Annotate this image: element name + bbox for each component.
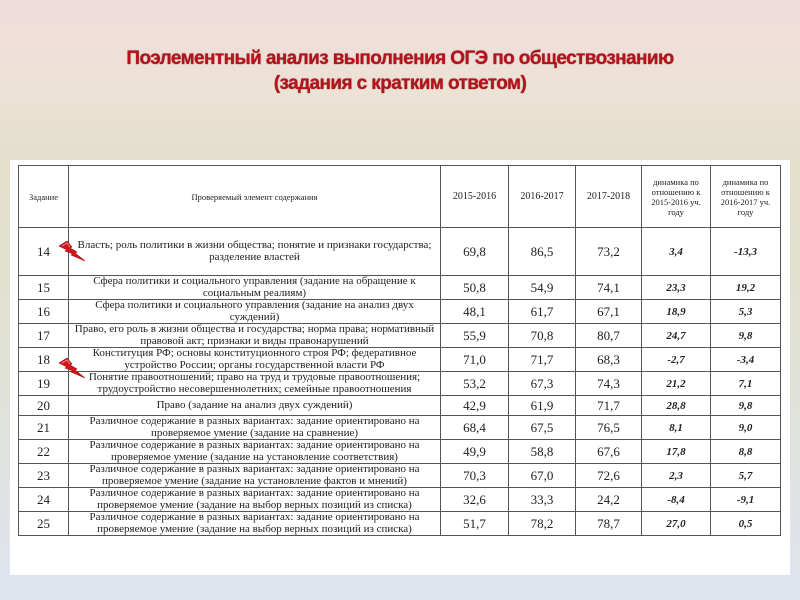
header-2015-2016: 2015-2016	[441, 166, 509, 228]
cell-dynamics-vs-2016: 9,8	[711, 324, 781, 348]
cell-dynamics-vs-2016: -3,4	[711, 348, 781, 372]
cell-dynamics-vs-2016: 5,7	[711, 464, 781, 488]
cell-element: Власть; роль политики в жизни общества; понятие и признаки государства; разделение властей	[69, 228, 441, 276]
slide-title-line2: (задания с кратким ответом)	[273, 73, 527, 94]
cell-dynamics-vs-2016: -13,3	[711, 228, 781, 276]
lightning-bolt-icon	[58, 357, 86, 379]
cell-2016-2017: 67,0	[509, 464, 576, 488]
header-element: Проверяемый элемент содержания	[69, 166, 441, 228]
cell-2017-2018: 78,7	[576, 512, 642, 536]
cell-2016-2017: 71,7	[509, 348, 576, 372]
cell-dynamics-vs-2015: 3,4	[642, 228, 711, 276]
header-2016-2017: 2016-2017	[509, 166, 576, 228]
table-row	[19, 488, 781, 512]
cell-element: Различное содержание в разных вариантах: задание ориентировано на проверяемое умение (задание на установление соответствия)	[69, 440, 441, 464]
cell-2015-2016: 42,9	[441, 396, 509, 416]
cell-2015-2016: 50,8	[441, 276, 509, 300]
cell-dynamics-vs-2015: 2,3	[642, 464, 711, 488]
table-row	[19, 372, 781, 396]
cell-element: Различное содержание в разных вариантах: задание ориентировано на проверяемое умение (задание на установление фактов и мнений)	[69, 464, 441, 488]
cell-2015-2016: 68,4	[441, 416, 509, 440]
cell-2017-2018: 67,1	[576, 300, 642, 324]
cell-dynamics-vs-2015: 17,8	[642, 440, 711, 464]
cell-dynamics-vs-2016: 0,5	[711, 512, 781, 536]
cell-dynamics-vs-2016: -9,1	[711, 488, 781, 512]
cell-task: 20	[19, 396, 69, 416]
lightning-bolt-icon	[58, 240, 86, 262]
cell-task: 24	[19, 488, 69, 512]
cell-task: 15	[19, 276, 69, 300]
cell-element: Сфера политики и социального управления (задание на обращение к социальным реалиям)	[69, 276, 441, 300]
table-row	[19, 416, 781, 440]
table-row	[19, 324, 781, 348]
cell-dynamics-vs-2015: -2,7	[642, 348, 711, 372]
cell-2016-2017: 33,3	[509, 488, 576, 512]
cell-element: Право (задание на анализ двух суждений)	[69, 396, 441, 416]
cell-2017-2018: 71,7	[576, 396, 642, 416]
cell-2015-2016: 69,8	[441, 228, 509, 276]
cell-2017-2018: 74,3	[576, 372, 642, 396]
cell-2016-2017: 67,5	[509, 416, 576, 440]
cell-2017-2018: 74,1	[576, 276, 642, 300]
cell-2015-2016: 71,0	[441, 348, 509, 372]
cell-element: Различное содержание в разных вариантах: задание ориентировано на проверяемое умение (задание на выбор верных позиций из списка)	[69, 488, 441, 512]
table-row	[19, 276, 781, 300]
cell-dynamics-vs-2015: 28,8	[642, 396, 711, 416]
header-2017-2018: 2017-2018	[576, 166, 642, 228]
cell-2015-2016: 51,7	[441, 512, 509, 536]
cell-element: Конституция РФ; основы конституционного строя РФ; федеративное устройство России; органы государственной власти РФ	[69, 348, 441, 372]
cell-2016-2017: 70,8	[509, 324, 576, 348]
cell-2016-2017: 78,2	[509, 512, 576, 536]
cell-dynamics-vs-2015: 27,0	[642, 512, 711, 536]
cell-2016-2017: 67,3	[509, 372, 576, 396]
cell-task: 14	[19, 228, 69, 276]
cell-2015-2016: 53,2	[441, 372, 509, 396]
cell-task: 16	[19, 300, 69, 324]
cell-task: 23	[19, 464, 69, 488]
cell-2016-2017: 54,9	[509, 276, 576, 300]
table-row	[19, 348, 781, 372]
table-row	[19, 300, 781, 324]
cell-dynamics-vs-2015: 21,2	[642, 372, 711, 396]
header-task: Задание	[19, 166, 69, 228]
table-row	[19, 512, 781, 536]
cell-dynamics-vs-2015: -8,4	[642, 488, 711, 512]
cell-element: Сфера политики и социального управления (задание на анализ двух суждений)	[69, 300, 441, 324]
cell-task: 19	[19, 372, 69, 396]
cell-2017-2018: 76,5	[576, 416, 642, 440]
cell-2017-2018: 68,3	[576, 348, 642, 372]
header-dynamics-vs-2015: динамика по отношению к 2015-2016 уч. году	[642, 166, 711, 228]
cell-2016-2017: 58,8	[509, 440, 576, 464]
cell-2017-2018: 67,6	[576, 440, 642, 464]
cell-dynamics-vs-2016: 7,1	[711, 372, 781, 396]
cell-2016-2017: 61,7	[509, 300, 576, 324]
cell-element: Различное содержание в разных вариантах: задание ориентировано на проверяемое умение (задание на выбор верных позиций из списка)	[69, 512, 441, 536]
cell-dynamics-vs-2016: 9,8	[711, 396, 781, 416]
cell-dynamics-vs-2016: 19,2	[711, 276, 781, 300]
cell-element: Различное содержание в разных вариантах: задание ориентировано на проверяемое умение (задание на сравнение)	[69, 416, 441, 440]
cell-task: 17	[19, 324, 69, 348]
cell-task: 25	[19, 512, 69, 536]
cell-dynamics-vs-2016: 9,0	[711, 416, 781, 440]
table-row	[19, 464, 781, 488]
cell-2015-2016: 55,9	[441, 324, 509, 348]
cell-2015-2016: 48,1	[441, 300, 509, 324]
cell-2016-2017: 61,9	[509, 396, 576, 416]
cell-2015-2016: 49,9	[441, 440, 509, 464]
cell-dynamics-vs-2015: 8,1	[642, 416, 711, 440]
cell-dynamics-vs-2016: 5,3	[711, 300, 781, 324]
cell-2017-2018: 72,6	[576, 464, 642, 488]
cell-dynamics-vs-2015: 24,7	[642, 324, 711, 348]
table-panel	[10, 160, 790, 575]
cell-2016-2017: 86,5	[509, 228, 576, 276]
table-row	[19, 228, 781, 276]
cell-2017-2018: 24,2	[576, 488, 642, 512]
cell-dynamics-vs-2015: 18,9	[642, 300, 711, 324]
cell-task: 21	[19, 416, 69, 440]
cell-2015-2016: 70,3	[441, 464, 509, 488]
results-table	[18, 165, 781, 536]
table-row	[19, 440, 781, 464]
slide-title	[0, 46, 800, 96]
cell-dynamics-vs-2015: 23,3	[642, 276, 711, 300]
slide-title-line1: Поэлементный анализ выполнения ОГЭ по обществознанию	[126, 48, 674, 69]
cell-task: 22	[19, 440, 69, 464]
cell-task: 18	[19, 348, 69, 372]
header-dynamics-vs-2016: динамика по отношению к 2016-2017 уч. году	[711, 166, 781, 228]
cell-element: Понятие правоотношений; право на труд и трудовые правоотношения; трудоустройство несовершеннолетних; семейные правоотношения	[69, 372, 441, 396]
cell-element: Право, его роль в жизни общества и государства; норма права; нормативный правовой акт; признаки и виды правонарушений	[69, 324, 441, 348]
table-header-row	[19, 166, 781, 228]
cell-dynamics-vs-2016: 8,8	[711, 440, 781, 464]
cell-2015-2016: 32,6	[441, 488, 509, 512]
table-row	[19, 396, 781, 416]
cell-2017-2018: 80,7	[576, 324, 642, 348]
cell-2017-2018: 73,2	[576, 228, 642, 276]
